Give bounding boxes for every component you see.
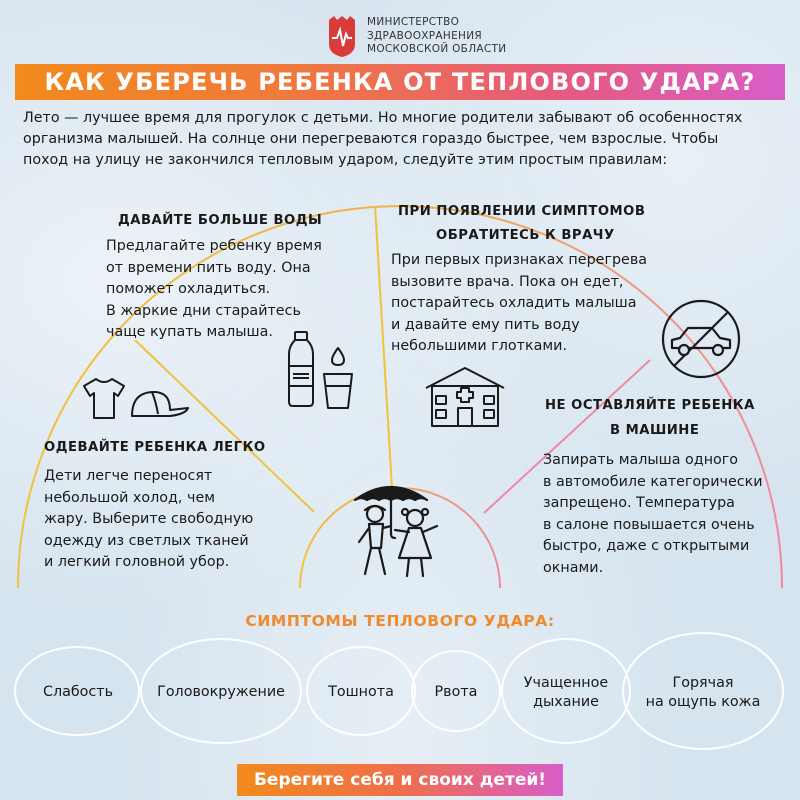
tip-doctor-line: При первых признаках перегрева	[391, 252, 648, 268]
symptom-weakness	[28, 683, 128, 702]
org-line-1: МИНИСТЕРСТВО	[367, 16, 460, 28]
intro-line-2: организма малышей. На солнце они перегреваются гораздо быстрее, чем взрослые. Чтобы	[23, 131, 719, 147]
tip-car-line: в салоне повышается очень	[543, 516, 755, 533]
tip-car-line: Запирать малыша одного	[543, 452, 739, 468]
tip-clothes-line: Дети легче переносят	[44, 468, 213, 484]
tip-car-title-line-1: НЕ ОСТАВЛЯЙТЕ РЕБЕНКА	[545, 398, 755, 413]
page-title: КАК УБЕРЕЧЬ РЕБЕНКА ОТ ТЕПЛОВОГО УДАРА?	[44, 68, 756, 96]
tip-car-line: быстро, даже с открытыми	[543, 538, 750, 554]
symptom-rapid-breathing	[510, 674, 622, 712]
symptom-nausea	[316, 683, 406, 702]
symptom-label: Слабость	[42, 684, 114, 700]
symptom-label: Горячая	[672, 675, 734, 691]
symptom-label: Учащенное	[523, 675, 609, 691]
symptoms-title: СИМПТОМЫ ТЕПЛОВОГО УДАРА:	[245, 612, 555, 630]
tip-car-line: окнами.	[543, 559, 604, 576]
intro-line-1: Лето — лучшее время для прогулок с детьми. Но многие родители забывают об особенностях	[23, 110, 743, 126]
intro-line-3: поход на улицу не закончился тепловым ударом, следуйте этим простым правилам:	[23, 152, 668, 168]
tip-clothes-line: и легкий головной убор.	[44, 554, 230, 570]
symptom-label: на ощупь кожа	[645, 694, 761, 710]
tip-car-title-line-2: В МАШИНЕ	[610, 423, 700, 438]
tip-water-line: Предлагайте ребенку время	[106, 238, 322, 254]
symptom-label: Головокружение	[157, 684, 285, 700]
symptom-label: Тошнота	[328, 684, 394, 700]
footer-banner	[237, 764, 563, 796]
tip-clothes-title: ОДЕВАЙТЕ РЕБЕНКА ЛЕГКО	[44, 440, 266, 455]
org-line-3: МОСКОВСКОЙ ОБЛАСТИ	[367, 43, 507, 55]
symptom-label: дыхание	[533, 694, 599, 710]
symptom-label: Рвота	[434, 684, 478, 700]
tip-doctor-line: постарайтесь охладить малыша	[391, 295, 637, 311]
tip-clothes-line: жару. Выберите свободную	[44, 511, 254, 527]
symptom-hot-skin	[633, 674, 773, 712]
tip-water-line: от времени пить воду. Она	[106, 259, 311, 276]
tip-water-line: чаще купать малыша.	[106, 324, 273, 340]
tip-doctor-line: и давайте ему пить воду	[391, 316, 580, 333]
tip-water-line: В жаркие дни старайтесь	[106, 302, 301, 319]
tip-clothes-line: одежду из светлых тканей	[44, 532, 249, 549]
tip-car-line: в автомобиле категорически	[543, 473, 763, 490]
tip-water-line: поможет охладиться.	[106, 281, 271, 297]
tip-water-title: ДАВАЙТЕ БОЛЬШЕ ВОДЫ	[118, 213, 323, 228]
tip-doctor-line: небольшими глотками.	[391, 338, 568, 354]
org-line-2: ЗДРАВООХРАНЕНИЯ	[367, 29, 482, 42]
tip-doctor-title-line-2: ОБРАТИТЕСЬ К ВРАЧУ	[436, 228, 615, 243]
tip-car-line: запрещено. Температура	[543, 495, 735, 511]
symptom-dizziness	[143, 683, 299, 702]
tip-doctor-line: вызовите врача. Пока он едет,	[391, 273, 624, 290]
symptom-vomiting	[421, 683, 491, 702]
tip-clothes-line: небольшой холод, чем	[44, 489, 216, 506]
tip-doctor-title-line-1: ПРИ ПОЯВЛЕНИИ СИМПТОМОВ	[398, 204, 646, 219]
footer-slogan: Берегите себя и своих детей!	[253, 770, 547, 790]
